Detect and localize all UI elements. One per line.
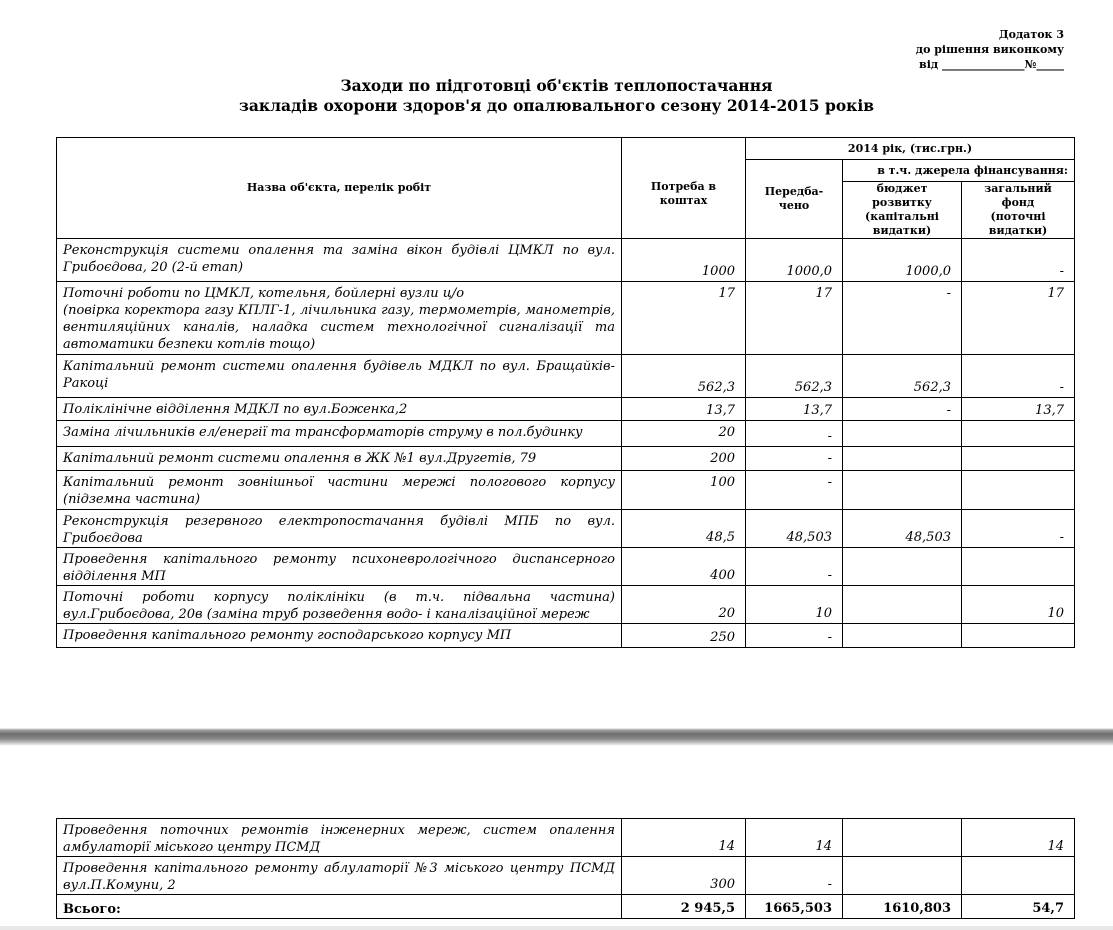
row-name: Поточні роботи по ЦМКЛ, котельня, бойлерні вузли ц/о (повірка коректора газу КПЛГ-1, лічильника газу, термометрів, манометрів, вентиляційних каналів, наладка систем технологічної сигналізації та автоматики безпеки котлів тощо) [57, 282, 622, 355]
row-budget [843, 421, 962, 447]
document-title [0, 76, 1113, 116]
row-budget [843, 447, 962, 471]
annex-date-line: від _______________№_____ [919, 58, 1064, 71]
document-page-2 [0, 746, 1113, 930]
row-name: Капітальний ремонт зовнішньої частини мережі пологового корпусу (підземна частина) [57, 471, 622, 510]
annex-decision: до рішення виконкому [915, 43, 1064, 56]
row-planned: - [746, 624, 843, 648]
row-planned: 562,3 [746, 355, 843, 398]
header-general: загальний фонд (поточні видатки) [962, 182, 1075, 239]
row-need: 250 [622, 624, 746, 648]
total-row [57, 895, 1075, 919]
header-planned: Передба- чено [746, 160, 843, 239]
row-need: 200 [622, 447, 746, 471]
row-budget [843, 471, 962, 510]
annex-note [916, 27, 1064, 72]
row-need: 300 [622, 857, 746, 895]
row-general [962, 857, 1075, 895]
row-need: 1000 [622, 239, 746, 282]
row-general: 10 [962, 586, 1075, 624]
total-label: Всього: [57, 895, 622, 919]
row-need: 14 [622, 819, 746, 857]
header-budget: бюджет розвитку (капітальні видатки) [843, 182, 962, 239]
row-planned: 1000,0 [746, 239, 843, 282]
title-line-1: Заходи по підготовці об'єктів теплопостачання [340, 76, 773, 95]
annex-number: Додаток 3 [998, 28, 1064, 41]
header-need: Потреба в коштах [622, 138, 746, 239]
table-row [57, 471, 1075, 510]
table-row [57, 398, 1075, 421]
row-general [962, 447, 1075, 471]
row-general: - [962, 510, 1075, 548]
row-planned: 48,503 [746, 510, 843, 548]
table-row [57, 421, 1075, 447]
row-general [962, 548, 1075, 586]
row-name: Проведення поточних ремонтів інженерних мереж, систем опалення амбулаторії міського центру ПСМД [57, 819, 622, 857]
table-row [57, 624, 1075, 648]
table-row [57, 586, 1075, 624]
total-general: 54,7 [962, 895, 1075, 919]
row-budget: 1000,0 [843, 239, 962, 282]
row-planned: 17 [746, 282, 843, 355]
row-planned: - [746, 548, 843, 586]
table-row [57, 857, 1075, 895]
row-name: Поточні роботи корпусу поліклініки (в т.ч. підвальна частина) вул.Грибоєдова, 20в (заміна труб розведення водо- і каналізаційної мереж [57, 586, 622, 624]
row-general [962, 421, 1075, 447]
header-year: 2014 рік, (тис.грн.) [746, 138, 1075, 160]
row-general: - [962, 239, 1075, 282]
row-general [962, 471, 1075, 510]
page-separator [0, 728, 1113, 746]
title-line-2: закладів охорони здоров'я до опалювального сезону 2014-2015 років [238, 96, 875, 115]
measures-table [56, 137, 1075, 648]
row-need: 13,7 [622, 398, 746, 421]
header-name: Назва об'єкта, перелік робіт [57, 138, 622, 239]
row-budget: 48,503 [843, 510, 962, 548]
row-name: Капітальний ремонт системи опалення в ЖК №1 вул.Другетів, 79 [57, 447, 622, 471]
row-name: Проведення капітального ремонту аблулаторії №3 міського центру ПСМД вул.П.Комуни, 2 [57, 857, 622, 895]
row-need: 48,5 [622, 510, 746, 548]
row-need: 562,3 [622, 355, 746, 398]
table-row [57, 355, 1075, 398]
row-name: Поліклінічне відділення МДКЛ по вул.Боженка,2 [57, 398, 622, 421]
row-name: Капітальний ремонт системи опалення будівель МДКЛ по вул. Бращайків-Ракоці [57, 355, 622, 398]
table-row [57, 819, 1075, 857]
row-budget: - [843, 398, 962, 421]
row-planned: 13,7 [746, 398, 843, 421]
row-budget: - [843, 282, 962, 355]
row-planned: - [746, 421, 843, 447]
row-planned: 14 [746, 819, 843, 857]
row-general [962, 624, 1075, 648]
row-name: Заміна лічильників ел/енергії та трансформаторів струму в пол.будинку [57, 421, 622, 447]
viewer-bottom-edge [0, 926, 1113, 930]
table-row [57, 510, 1075, 548]
table-row [57, 239, 1075, 282]
total-need: 2 945,5 [622, 895, 746, 919]
row-general: 17 [962, 282, 1075, 355]
row-budget [843, 586, 962, 624]
row-name: Реконструкція системи опалення та заміна вікон будівлі ЦМКЛ по вул. Грибоєдова, 20 (2-й етап) [57, 239, 622, 282]
table-row [57, 282, 1075, 355]
row-need: 20 [622, 586, 746, 624]
row-general: 13,7 [962, 398, 1075, 421]
row-planned: - [746, 471, 843, 510]
row-budget [843, 857, 962, 895]
table-row [57, 548, 1075, 586]
row-budget: 562,3 [843, 355, 962, 398]
total-planned: 1665,503 [746, 895, 843, 919]
row-planned: - [746, 447, 843, 471]
row-planned: - [746, 857, 843, 895]
header-sources: в т.ч. джерела фінансування: [843, 160, 1075, 182]
table-row [57, 447, 1075, 471]
measures-table-continued [56, 818, 1075, 919]
row-need: 100 [622, 471, 746, 510]
row-name: Проведення капітального ремонту господарського корпусу МП [57, 624, 622, 648]
row-need: 20 [622, 421, 746, 447]
row-budget [843, 819, 962, 857]
total-budget: 1610,803 [843, 895, 962, 919]
row-general: - [962, 355, 1075, 398]
row-need: 17 [622, 282, 746, 355]
row-need: 400 [622, 548, 746, 586]
row-budget [843, 624, 962, 648]
row-name: Реконструкція резервного електропостачання будівлі МПБ по вул. Грибоєдова [57, 510, 622, 548]
row-budget [843, 548, 962, 586]
row-general: 14 [962, 819, 1075, 857]
row-name: Проведення капітального ремонту психоневрологічного диспансерного відділення МП [57, 548, 622, 586]
row-planned: 10 [746, 586, 843, 624]
